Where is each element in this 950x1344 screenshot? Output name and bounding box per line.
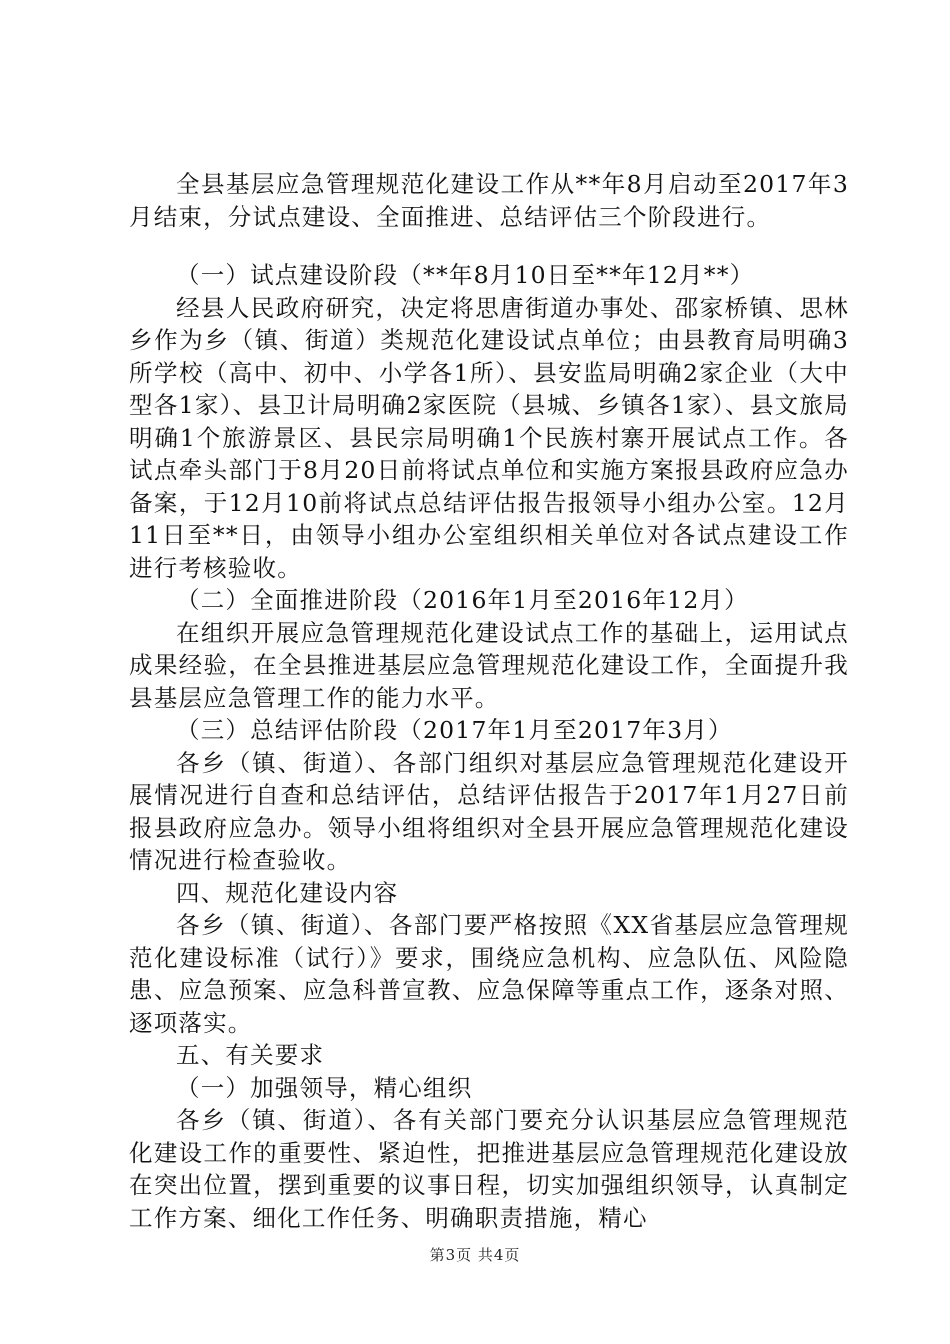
document-body [129,168,849,1234]
paragraph-section-four: 各乡（镇、街道）、各部门要严格按照《XX省基层应急管理规范化建设标准（试行）》要求，围绕应急机构、应急队伍、风险隐患、应急预案、应急科普宣教、应急保障等重点工作，逐条对照、逐项落实。 [129,911,849,1037]
heading-pilot-stage: （一）试点建设阶段（**年8月10日至**年12月**） [176,261,755,289]
paragraph-pilot-stage: 经县人民政府研究，决定将思唐街道办事处、邵家桥镇、思林乡作为乡（镇、街道）类规范化建设试点单位；由县教育局明确3所学校（高中、初中、小学各1所）、县安监局明确2家企业（大中型各1家）、县卫计局明确2家医院（县城、乡镇各1家）、县文旅局明确1个旅游景区、县民宗局明确1个民族村寨开展试点工作。各试点牵头部门于8月20日前将试点单位和实施方案报县政府应急办备案，于12月10前将试点总结评估报告报领导小组办公室。12月11日至**日，由领导小组办公室组织相关单位对各试点建设工作进行考核验收。 [129,293,849,582]
paragraph-intro: 全县基层应急管理规范化建设工作从**年8月启动至2017年3月结束，分试点建设、全面推进、总结评估三个阶段进行。 [129,170,849,231]
heading-leadership: （一）加强领导，精心组织 [176,1073,473,1102]
heading-full-promotion-stage: （二）全面推进阶段（2016年1月至2016年12月） [176,586,749,614]
paragraph-summary-stage: 各乡（镇、街道）、各部门组织对基层应急管理规范化建设开展情况进行自查和总结评估，总结评估报告于2017年1月27日前报县政府应急办。领导小组将组织对全县开展应急管理规范化建设情况进行检查验收。 [129,748,849,874]
heading-section-four: 四、规范化建设内容 [176,878,399,907]
paragraph-leadership: 各乡（镇、街道）、各有关部门要充分认识基层应急管理规范化建设工作的重要性、紧迫性，把推进基层应急管理规范化建设放在突出位置，摆到重要的议事日程，切实加强组织领导，认真制定工作方案、细化工作任务、明确职责措施，精心 [129,1106,849,1232]
heading-summary-stage: （三）总结评估阶段（2017年1月至2017年3月） [176,716,733,744]
heading-section-five: 五、有关要求 [176,1041,325,1069]
page-number: 第3页 共4页 [429,1246,521,1264]
paragraph-full-promotion-stage: 在组织开展应急管理规范化建设试点工作的基础上，运用试点成果经验，在全县推进基层应急管理规范化建设工作，全面提升我县基层应急管理工作的能力水平。 [129,618,849,712]
